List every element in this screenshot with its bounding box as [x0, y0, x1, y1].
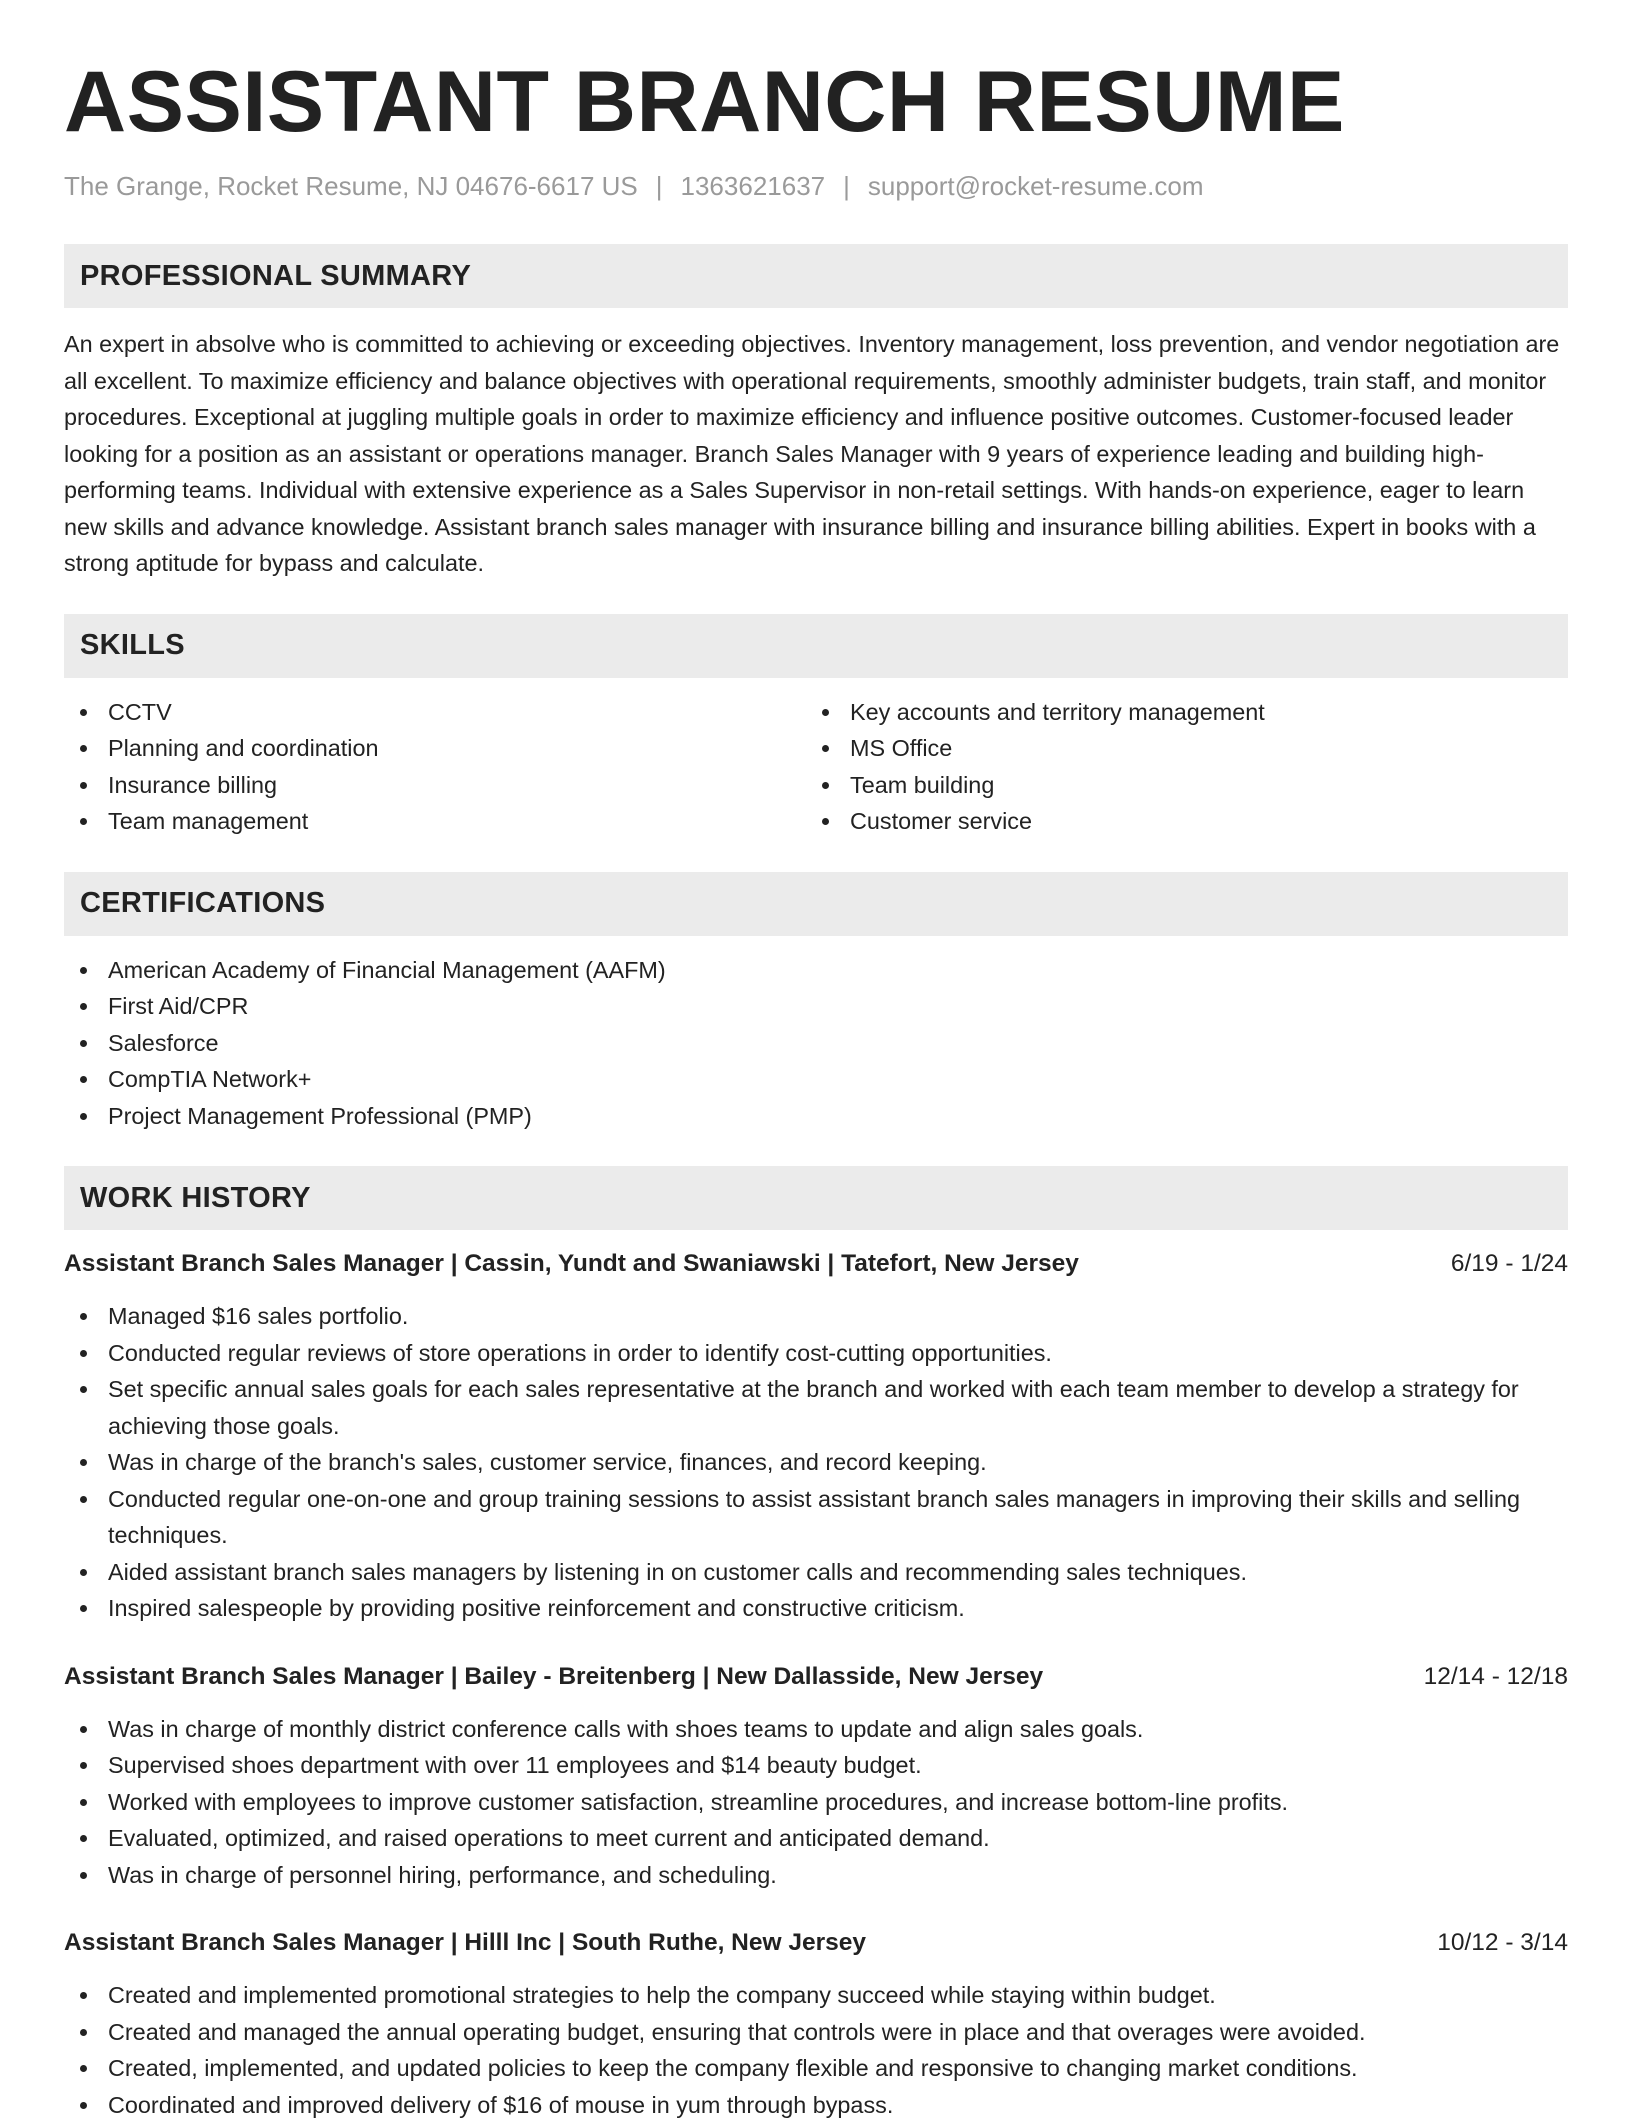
- job-header: [64, 1246, 1568, 1282]
- skill-item: MS Office: [806, 730, 1548, 767]
- job-duty: Was in charge of the branch's sales, customer service, finances, and record keeping.: [64, 1444, 1568, 1481]
- certification-item: Salesforce: [64, 1025, 1568, 1062]
- skills-list: [64, 694, 1568, 840]
- job-duty: Inspired salespeople by providing positive reinforcement and constructive criticism.: [64, 1590, 1568, 1627]
- skills-column-right: [806, 694, 1548, 840]
- job-duty: Worked with employees to improve customer satisfaction, streamline procedures, and increase bottom-line profits.: [64, 1784, 1568, 1821]
- skill-item: Key accounts and territory management: [806, 694, 1548, 731]
- job-entry: [64, 1246, 1568, 1627]
- job-header: [64, 1659, 1568, 1695]
- contact-email: support@rocket-resume.com: [868, 171, 1204, 201]
- contact-line: [64, 170, 1568, 202]
- summary-text: An expert in absolve who is committed to achieving or exceeding objectives. Inventory management, loss prevention, and vendor negotiation are all excellent. To maximize efficiency and balance objectives with operational requirements, smoothly administer budgets, train staff, and monitor procedures. Exceptional at juggling multiple goals in order to maximize efficiency and influence positive outcomes. Customer-focused leader looking for a position as an assistant or operations manager. Branch Sales Manager with 9 years of experience leading and building high-performing teams. Individual with extensive experience as a Sales Supervisor in non-retail settings. With hands-on experience, eager to learn new skills and advance knowledge. Assistant branch sales manager with insurance billing and insurance billing abilities. Expert in books with a strong aptitude for bypass and calculate.: [64, 326, 1568, 582]
- job-duty: Conducted regular one-on-one and group training sessions to assist assistant branch sales managers in improving their skills and selling techniques.: [64, 1481, 1568, 1554]
- job-duty: Conducted regular reviews of store operations in order to identify cost-cutting opportunities.: [64, 1335, 1568, 1372]
- skills-heading: SKILLS: [64, 614, 1568, 678]
- resume-title: ASSISTANT BRANCH RESUME: [64, 0, 1568, 152]
- skill-item: Planning and coordination: [64, 730, 806, 767]
- certification-item: Project Management Professional (PMP): [64, 1098, 1568, 1135]
- certifications-list: [64, 952, 1568, 1135]
- job-duties: [64, 1711, 1568, 1894]
- job-duty: Aided assistant branch sales managers by listening in on customer calls and recommending sales techniques.: [64, 1554, 1568, 1591]
- contact-address: The Grange, Rocket Resume, NJ 04676-6617 US: [64, 171, 638, 201]
- job-duty: Created and implemented promotional strategies to help the company succeed while staying within budget.: [64, 1977, 1568, 2014]
- contact-separator: |: [825, 171, 868, 201]
- summary-heading: PROFESSIONAL SUMMARY: [64, 244, 1568, 308]
- contact-separator: |: [638, 171, 681, 201]
- certification-item: First Aid/CPR: [64, 988, 1568, 1025]
- job-duty: Managed $16 sales portfolio.: [64, 1298, 1568, 1335]
- job-duty: Created and managed the annual operating budget, ensuring that controls were in place and that overages were avoided.: [64, 2014, 1568, 2051]
- job-duty: Coordinated and improved delivery of $16 of mouse in yum through bypass.: [64, 2087, 1568, 2123]
- job-header: [64, 1925, 1568, 1961]
- job-dates: 10/12 - 3/14: [1437, 1925, 1568, 1961]
- job-duties: [64, 1977, 1568, 2123]
- job-duty: Set specific annual sales goals for each sales representative at the branch and worked with each team member to develop a strategy for achieving those goals.: [64, 1371, 1568, 1444]
- job-duty: Evaluated, optimized, and raised operations to meet current and anticipated demand.: [64, 1820, 1568, 1857]
- skill-item: Team building: [806, 767, 1548, 804]
- skill-item: CCTV: [64, 694, 806, 731]
- job-title: Assistant Branch Sales Manager | Bailey - Breitenberg | New Dallasside, New Jersey: [64, 1659, 1043, 1695]
- job-duty: Created, implemented, and updated policies to keep the company flexible and responsive to changing market conditions.: [64, 2050, 1568, 2087]
- resume-page: [64, 0, 1568, 2123]
- certifications-heading: CERTIFICATIONS: [64, 872, 1568, 936]
- job-title: Assistant Branch Sales Manager | Hilll Inc | South Ruthe, New Jersey: [64, 1925, 866, 1961]
- job-duty: Supervised shoes department with over 11 employees and $14 beauty budget.: [64, 1747, 1568, 1784]
- job-duties: [64, 1298, 1568, 1627]
- job-title: Assistant Branch Sales Manager | Cassin, Yundt and Swaniawski | Tatefort, New Jersey: [64, 1246, 1079, 1282]
- job-duty: Was in charge of monthly district conference calls with shoes teams to update and align sales goals.: [64, 1711, 1568, 1748]
- job-entry: [64, 1925, 1568, 2123]
- job-dates: 12/14 - 12/18: [1424, 1659, 1568, 1695]
- job-dates: 6/19 - 1/24: [1451, 1246, 1568, 1282]
- job-entry: [64, 1659, 1568, 1894]
- skill-item: Customer service: [806, 803, 1548, 840]
- contact-phone: 1363621637: [681, 171, 826, 201]
- certification-item: American Academy of Financial Management (AAFM): [64, 952, 1568, 989]
- work-history-heading: WORK HISTORY: [64, 1166, 1568, 1230]
- certification-item: CompTIA Network+: [64, 1061, 1568, 1098]
- skill-item: Insurance billing: [64, 767, 806, 804]
- skill-item: Team management: [64, 803, 806, 840]
- skills-column-left: [64, 694, 806, 840]
- job-duty: Was in charge of personnel hiring, performance, and scheduling.: [64, 1857, 1568, 1894]
